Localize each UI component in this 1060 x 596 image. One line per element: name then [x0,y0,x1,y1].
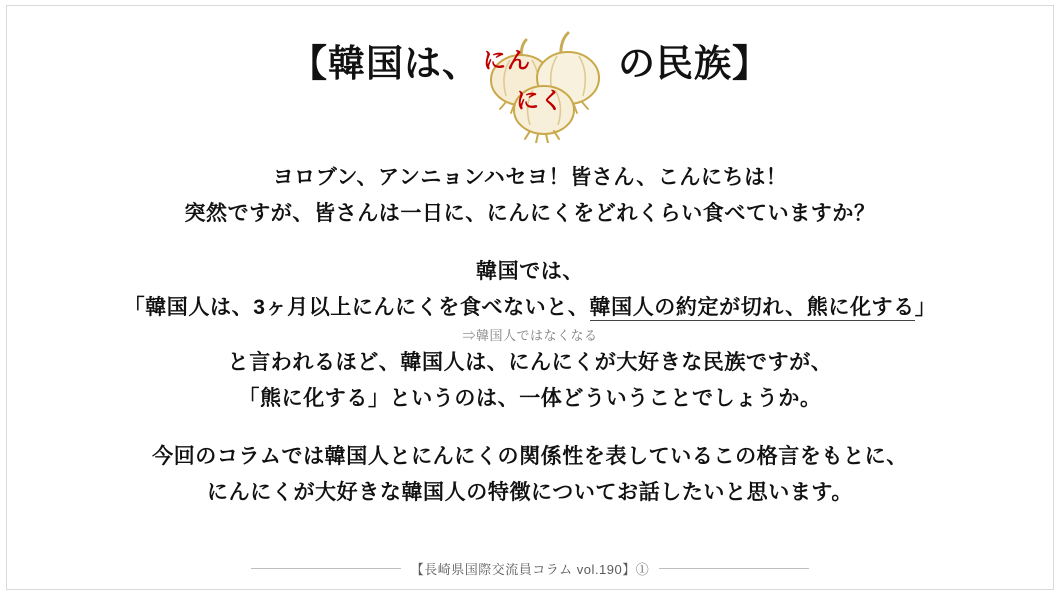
title-ruby-bottom: にく [516,87,564,113]
paragraph-2 [0,254,1060,417]
garlic-icon [464,18,624,143]
paragraph-3 [0,439,1060,511]
quote-underlined: 韓国人の約定が切れ、熊に化する [589,296,915,319]
body-line: 「熊に化する」というのは、一体どういうことでしょうか。 [238,387,822,410]
title-text-after: の民族】 [618,43,770,85]
quote-prefix: 「韓国人は、3ヶ月以上にんにくを食べないと、 [123,296,590,319]
body-line: 韓国では、 [476,260,584,283]
paragraph-1 [0,160,1060,232]
body-block [0,160,1060,511]
body-line: にんにくが大好きな韓国人の特徴についてお話したいと思います。 [207,481,853,504]
title-ruby-top: にん [483,47,531,73]
body-line: ヨロブン、アンニョンハセヨ！皆さん、こんにちは！ [272,166,788,189]
footer [0,559,1060,578]
quote-line [0,290,1060,326]
title-text-before: 【韓国は、 [290,43,480,85]
footer-rule-left [251,568,401,569]
footer-text: 【長崎県国際交流員コラム vol.190】① [410,562,650,577]
body-line: 突然ですが、皆さんは一日に、にんにくをどれくらい食べていますか？ [184,202,876,225]
quote-annotation: ⇒韓国人ではなくなる [462,328,598,343]
footer-rule-right [659,568,809,569]
body-line: 今回のコラムでは韓国人とにんにくの関係性を表しているこの格言をもとに、 [152,445,908,468]
quote-suffix: 」 [914,296,937,319]
body-line: と言われるほど、韓国人は、にんにくが大好きな民族ですが、 [227,351,833,374]
